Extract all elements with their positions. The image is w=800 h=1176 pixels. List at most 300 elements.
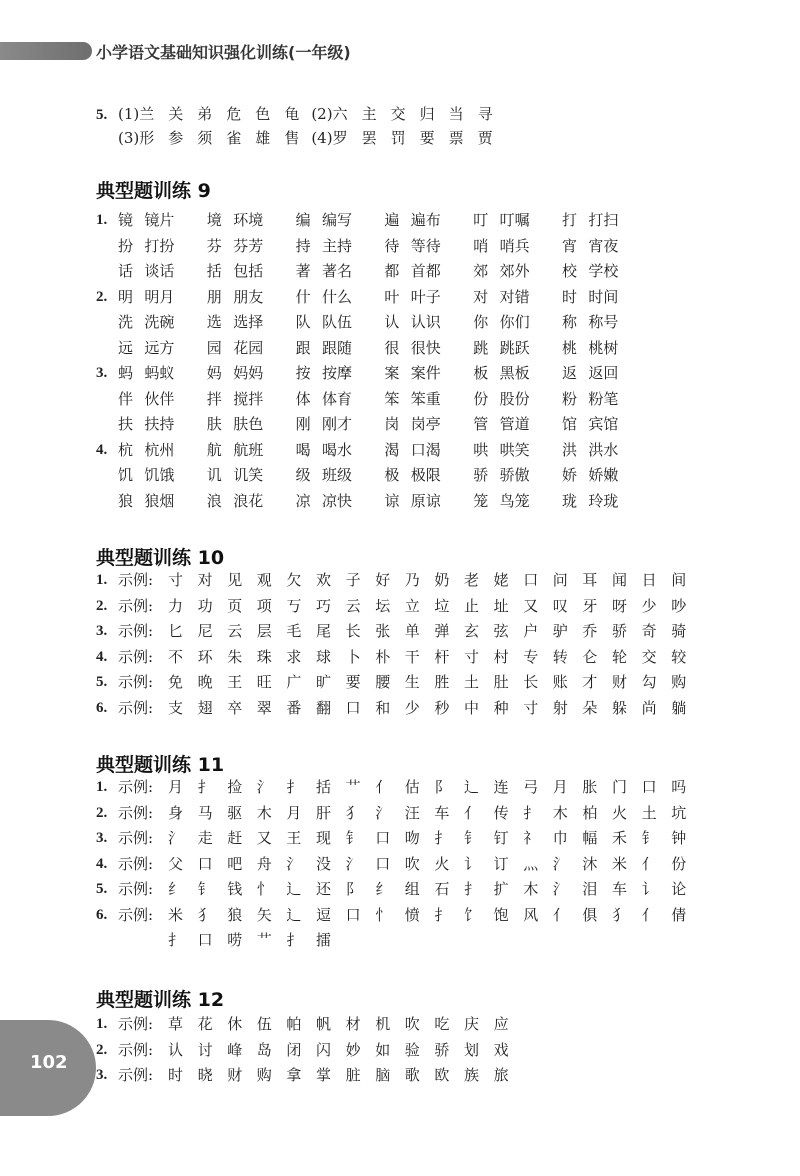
answer-char: 传 bbox=[493, 803, 509, 822]
answer-char: 弹 bbox=[434, 622, 450, 640]
answer-char: 干 bbox=[404, 647, 420, 666]
answer-char: 还 bbox=[316, 880, 332, 898]
answer-word: 校 bbox=[562, 262, 578, 280]
answer-word: 待 bbox=[384, 236, 400, 255]
answer-char: 旅 bbox=[493, 1066, 509, 1084]
answer-word: 扶 bbox=[118, 415, 134, 433]
answer-word: (4)罗 bbox=[311, 129, 348, 147]
answer-char: 唠 bbox=[227, 931, 243, 949]
answer-word: 票 bbox=[448, 129, 464, 147]
answer-word: 跳 bbox=[473, 338, 489, 357]
answer-char: 氵 bbox=[375, 803, 391, 822]
answer-char: 王 bbox=[286, 829, 302, 847]
answer-char: 骑 bbox=[671, 622, 687, 640]
answer-char: 连 bbox=[493, 778, 509, 796]
answer-word: 参 bbox=[168, 129, 184, 147]
answer-char: 功 bbox=[197, 596, 213, 615]
answer-line bbox=[96, 619, 706, 643]
example-label: 示例: bbox=[118, 854, 154, 873]
answer-word: 你 bbox=[473, 313, 489, 331]
answer-word: 搅拌 bbox=[233, 389, 264, 408]
answer-word: 饥 bbox=[118, 466, 134, 484]
answer-char: 支 bbox=[168, 698, 184, 717]
answer-char: 氵 bbox=[552, 880, 568, 898]
answer-char: 沐 bbox=[582, 854, 598, 873]
answer-char: 问 bbox=[552, 571, 568, 589]
answer-char: 赶 bbox=[227, 829, 243, 847]
answer-char: 吵 bbox=[671, 596, 687, 615]
answer-line bbox=[96, 1038, 706, 1062]
answer-char: 射 bbox=[552, 698, 568, 717]
answer-char: 讠 bbox=[641, 880, 657, 898]
answer-word: 凉快 bbox=[322, 491, 353, 510]
answer-word: 体育 bbox=[322, 389, 353, 408]
answer-word: 肤色 bbox=[233, 415, 264, 433]
answer-char: 番 bbox=[286, 698, 302, 717]
answer-char: 好 bbox=[375, 571, 391, 589]
answer-char: 杆 bbox=[434, 647, 450, 666]
answer-word: 讥 bbox=[206, 466, 222, 484]
answer-char: 钅 bbox=[197, 880, 213, 898]
answer-char: 轮 bbox=[612, 647, 628, 666]
answer-char: 闪 bbox=[316, 1040, 332, 1059]
answer-word: 班级 bbox=[322, 466, 353, 484]
answer-char: 卜 bbox=[345, 647, 361, 666]
item-number: 1. bbox=[96, 1016, 108, 1032]
answer-char: 括 bbox=[316, 778, 332, 796]
answer-char: 休 bbox=[227, 1015, 243, 1033]
answer-char: 弦 bbox=[493, 622, 509, 640]
answer-line bbox=[96, 208, 716, 232]
answer-char: 呀 bbox=[612, 596, 628, 615]
section-title: 典型题训练 11 bbox=[96, 754, 225, 776]
item-number: 1. bbox=[96, 779, 108, 795]
answer-word: 都 bbox=[384, 262, 400, 280]
answer-char: 亻 bbox=[552, 905, 568, 924]
answer-word: 园 bbox=[206, 338, 222, 357]
answer-line bbox=[96, 234, 716, 258]
answer-char: 肚 bbox=[493, 673, 509, 691]
answer-char: 愤 bbox=[404, 905, 420, 924]
answer-char: 木 bbox=[256, 803, 272, 822]
answer-word: 朋 bbox=[206, 287, 222, 306]
answer-char: 脏 bbox=[345, 1066, 361, 1084]
answer-word: 笨重 bbox=[410, 389, 441, 408]
answer-word: 芬芳 bbox=[233, 236, 264, 255]
answer-word: 危 bbox=[226, 105, 242, 123]
item-number: 3. bbox=[96, 623, 108, 639]
answer-word: 远方 bbox=[144, 338, 175, 357]
answer-char: 亻 bbox=[375, 778, 391, 796]
example-label: 示例: bbox=[118, 1040, 154, 1059]
answer-char: 氵 bbox=[345, 854, 361, 873]
answer-char: 订 bbox=[493, 854, 509, 873]
answer-word: (1)兰 bbox=[118, 105, 155, 123]
answer-char: 扌 bbox=[434, 905, 450, 924]
answer-char: 现 bbox=[316, 829, 332, 847]
answer-line bbox=[96, 336, 716, 360]
answer-word: 扶持 bbox=[144, 415, 175, 433]
answer-char: 玄 bbox=[464, 622, 480, 640]
answer-char: 忄 bbox=[256, 880, 272, 898]
answer-char: 犭 bbox=[197, 905, 213, 924]
answer-char: 中 bbox=[464, 698, 480, 717]
answer-char: 姥 bbox=[493, 571, 509, 589]
answer-char: 免 bbox=[168, 673, 184, 691]
example-label: 示例: bbox=[118, 647, 154, 666]
answer-line bbox=[96, 1012, 706, 1036]
answer-char: 胜 bbox=[434, 673, 450, 691]
answer-word: 时间 bbox=[588, 287, 619, 306]
answer-char: 专 bbox=[523, 647, 539, 666]
answer-line-continuation bbox=[96, 928, 496, 952]
answer-word: 认 bbox=[384, 313, 400, 331]
answer-word: 板 bbox=[473, 364, 489, 382]
answer-word: 岗亭 bbox=[410, 415, 441, 433]
answer-char: 朱 bbox=[227, 647, 243, 666]
answer-word: 洗 bbox=[118, 313, 134, 331]
answer-word: 狼烟 bbox=[144, 491, 175, 510]
answer-char: 戏 bbox=[493, 1040, 509, 1059]
example-label: 示例: bbox=[118, 803, 154, 822]
answer-char: 不 bbox=[168, 647, 184, 666]
answer-char: 扩 bbox=[493, 880, 509, 898]
answer-char: 亻 bbox=[641, 854, 657, 873]
answer-char: 狼 bbox=[227, 905, 243, 924]
answer-char: 晚 bbox=[197, 673, 213, 691]
answer-word: 跟 bbox=[295, 338, 311, 357]
answer-char: 旷 bbox=[316, 673, 332, 691]
example-label: 示例: bbox=[118, 698, 154, 717]
answer-char: 朴 bbox=[375, 647, 391, 666]
answer-char: 巾 bbox=[552, 829, 568, 847]
item-number: 4. bbox=[96, 441, 108, 458]
answer-word: 极限 bbox=[410, 466, 441, 484]
answer-char: 翻 bbox=[316, 698, 332, 717]
answer-word: 著名 bbox=[322, 262, 353, 280]
answer-word: 玲珑 bbox=[588, 491, 619, 510]
answer-char: 纟 bbox=[375, 880, 391, 898]
answer-word: 主 bbox=[361, 105, 377, 123]
answer-char: 叹 bbox=[552, 596, 568, 615]
answer-word: 环境 bbox=[233, 211, 264, 229]
answer-char: 力 bbox=[168, 596, 184, 615]
answer-char: 驴 bbox=[552, 622, 568, 640]
answer-word: 凉 bbox=[295, 491, 311, 510]
answer-char: 吧 bbox=[227, 854, 243, 873]
answer-word: 称号 bbox=[588, 313, 619, 331]
answer-word: 时 bbox=[562, 287, 578, 306]
answer-char: 牙 bbox=[582, 596, 598, 615]
answer-word: 桃树 bbox=[588, 338, 619, 357]
answer-char: 闻 bbox=[612, 571, 628, 589]
answer-char: 毛 bbox=[286, 622, 302, 640]
answer-line bbox=[96, 594, 706, 618]
answer-word: 案 bbox=[384, 364, 400, 382]
answer-word: 很快 bbox=[410, 338, 441, 357]
answer-word: 伴 bbox=[118, 389, 134, 408]
answer-word: 打 bbox=[562, 211, 578, 229]
answer-char: 少 bbox=[641, 596, 657, 615]
answer-word: 队 bbox=[295, 313, 311, 331]
answer-word: 包括 bbox=[233, 262, 264, 280]
answer-char: 验 bbox=[404, 1040, 420, 1059]
answer-char: 火 bbox=[434, 854, 450, 873]
answer-char: 应 bbox=[493, 1015, 509, 1033]
answer-char: 如 bbox=[375, 1040, 391, 1059]
answer-line bbox=[96, 126, 507, 150]
answer-char: 尼 bbox=[197, 622, 213, 640]
answer-char: 珠 bbox=[256, 647, 272, 666]
answer-char: 寸 bbox=[464, 647, 480, 666]
example-label: 示例: bbox=[118, 1066, 154, 1084]
answer-char: 旺 bbox=[256, 673, 272, 691]
answer-word: 杭州 bbox=[144, 440, 175, 459]
answer-word: 遍 bbox=[384, 211, 400, 229]
answer-word: 远 bbox=[118, 338, 134, 357]
answer-char: 估 bbox=[404, 778, 420, 796]
answer-word: 叶子 bbox=[410, 287, 441, 306]
answer-char: 纟 bbox=[168, 880, 184, 898]
answer-char: 车 bbox=[434, 803, 450, 822]
answer-char: 云 bbox=[345, 596, 361, 615]
answer-char: 帆 bbox=[316, 1015, 332, 1033]
answer-word: 镜 bbox=[118, 211, 134, 229]
answer-char: 讠 bbox=[464, 854, 480, 873]
answer-char: 钟 bbox=[671, 829, 687, 847]
answer-word: 骄 bbox=[473, 466, 489, 484]
answer-char: 柏 bbox=[582, 803, 598, 822]
answer-char: 辶 bbox=[286, 905, 302, 924]
answer-char: 生 bbox=[404, 673, 420, 691]
answer-char: 犭 bbox=[612, 905, 628, 924]
item-number: 3. bbox=[96, 1067, 108, 1083]
answer-char: 长 bbox=[345, 622, 361, 640]
answer-word: 寻 bbox=[477, 105, 493, 123]
answer-char: 购 bbox=[671, 673, 687, 691]
answer-char: 对 bbox=[197, 571, 213, 589]
answer-char: 月 bbox=[168, 778, 184, 796]
answer-char: 耳 bbox=[582, 571, 598, 589]
answer-char: 项 bbox=[256, 596, 272, 615]
answer-word: 打扫 bbox=[588, 211, 619, 229]
answer-word: 体 bbox=[295, 389, 311, 408]
answer-word: 著 bbox=[295, 262, 311, 280]
answer-char: 没 bbox=[316, 854, 332, 873]
answer-char: 球 bbox=[316, 647, 332, 666]
answer-char: 泪 bbox=[582, 880, 598, 898]
answer-char: 财 bbox=[227, 1066, 243, 1084]
answer-word: 跳跃 bbox=[499, 338, 530, 357]
answer-char: 擂 bbox=[316, 931, 332, 949]
answer-word: 郊 bbox=[473, 262, 489, 280]
answer-word: 关 bbox=[168, 105, 184, 123]
item-number: 6. bbox=[96, 906, 108, 923]
answer-word: 雄 bbox=[255, 129, 271, 147]
answer-line bbox=[96, 826, 706, 850]
answer-word: 原谅 bbox=[410, 491, 441, 510]
answer-word: 妈妈 bbox=[233, 364, 264, 382]
answer-char: 子 bbox=[345, 571, 361, 589]
header-tab bbox=[0, 42, 92, 60]
answer-char: 欠 bbox=[286, 571, 302, 589]
answer-word: 按摩 bbox=[322, 364, 353, 382]
section-title: 典型题训练 10 bbox=[96, 547, 225, 569]
answer-char: 要 bbox=[345, 673, 361, 691]
answer-char: 肝 bbox=[316, 803, 332, 822]
answer-char: 车 bbox=[612, 880, 628, 898]
answer-char: 翅 bbox=[197, 698, 213, 717]
answer-word: 明 bbox=[118, 287, 134, 306]
answer-word: 洗碗 bbox=[144, 313, 175, 331]
answer-char: 峰 bbox=[227, 1040, 243, 1059]
answer-word: 扮 bbox=[118, 236, 134, 255]
answer-char: 垃 bbox=[434, 596, 450, 615]
answer-word: 浪花 bbox=[233, 491, 264, 510]
answer-char: 论 bbox=[671, 880, 687, 898]
answer-word: 当 bbox=[448, 105, 464, 123]
answer-line bbox=[96, 775, 706, 799]
answer-char: 米 bbox=[612, 854, 628, 873]
answer-word: 雀 bbox=[226, 129, 242, 147]
answer-char: 躺 bbox=[671, 698, 687, 717]
answer-word: 售 bbox=[284, 129, 300, 147]
answer-char: 氵 bbox=[256, 778, 272, 796]
answer-char: 口 bbox=[641, 778, 657, 796]
answer-char: 奇 bbox=[641, 622, 657, 640]
answer-word: 拌 bbox=[206, 389, 222, 408]
answer-word: 杭 bbox=[118, 440, 134, 459]
answer-word: 主持 bbox=[322, 236, 353, 255]
answer-char: 奶 bbox=[434, 571, 450, 589]
answer-word: 对 bbox=[473, 287, 489, 306]
answer-char: 组 bbox=[404, 880, 420, 898]
answer-char: 伍 bbox=[256, 1015, 272, 1033]
answer-char: 口 bbox=[197, 854, 213, 873]
answer-word: 粉 bbox=[562, 389, 578, 408]
answer-char: 米 bbox=[168, 905, 184, 924]
answer-char: 禾 bbox=[612, 829, 628, 847]
answer-word: 返 bbox=[562, 364, 578, 382]
answer-word: 桃 bbox=[562, 338, 578, 357]
answer-char: 门 bbox=[612, 778, 628, 796]
answer-char: 又 bbox=[523, 596, 539, 615]
answer-char: 扌 bbox=[168, 931, 184, 949]
answer-char: 匕 bbox=[168, 622, 184, 640]
item-number: 2. bbox=[96, 804, 108, 821]
answer-char: 较 bbox=[671, 647, 687, 666]
answer-line bbox=[96, 259, 716, 283]
answer-char: 吃 bbox=[434, 1015, 450, 1033]
answer-char: 少 bbox=[404, 698, 420, 717]
answer-char: 账 bbox=[552, 673, 568, 691]
answer-word: 航 bbox=[206, 440, 222, 459]
answer-char: 户 bbox=[523, 622, 539, 640]
answer-char: 帕 bbox=[286, 1015, 302, 1033]
answer-char: 长 bbox=[523, 673, 539, 691]
answer-char: 口 bbox=[345, 905, 361, 924]
answer-char: 庆 bbox=[464, 1015, 480, 1033]
answer-char: 扌 bbox=[523, 803, 539, 822]
answer-char: 父 bbox=[168, 854, 184, 873]
answer-char: 钅 bbox=[641, 829, 657, 847]
example-label: 示例: bbox=[118, 622, 154, 640]
answer-word: 肤 bbox=[206, 415, 222, 433]
item-number: 2. bbox=[96, 1041, 108, 1058]
answer-word: 鸟笼 bbox=[499, 491, 530, 510]
answer-char: 尾 bbox=[316, 622, 332, 640]
answer-char: 掌 bbox=[316, 1066, 332, 1084]
answer-char: 脑 bbox=[375, 1066, 391, 1084]
answer-char: 骄 bbox=[612, 622, 628, 640]
answer-char: 饱 bbox=[493, 905, 509, 924]
answer-word: 哄 bbox=[473, 440, 489, 459]
answer-char: 吹 bbox=[404, 854, 420, 873]
answer-word: 认识 bbox=[410, 313, 441, 331]
answer-char: 址 bbox=[493, 596, 509, 615]
answer-char: 拿 bbox=[286, 1066, 302, 1084]
answer-char: 月 bbox=[552, 778, 568, 796]
answer-word: 很 bbox=[384, 338, 400, 357]
example-label: 示例: bbox=[118, 571, 154, 589]
answer-char: 躲 bbox=[612, 698, 628, 717]
answer-word: 打扮 bbox=[144, 236, 175, 255]
answer-char: 划 bbox=[464, 1040, 480, 1059]
answer-line bbox=[96, 645, 706, 669]
answer-word: 笼 bbox=[473, 491, 489, 510]
answer-char: 火 bbox=[612, 803, 628, 822]
answer-char: 寸 bbox=[168, 571, 184, 589]
answer-char: 间 bbox=[671, 571, 687, 589]
answer-char: 讨 bbox=[197, 1040, 213, 1059]
example-label: 示例: bbox=[118, 596, 154, 615]
answer-word: 宾馆 bbox=[588, 415, 619, 433]
example-label: 示例: bbox=[118, 778, 154, 796]
answer-line bbox=[96, 568, 706, 592]
answer-word: 编写 bbox=[322, 211, 353, 229]
answer-word: 洪水 bbox=[588, 440, 619, 459]
answer-char: 矢 bbox=[256, 905, 272, 924]
answer-word: 极 bbox=[384, 466, 400, 484]
answer-char: 层 bbox=[256, 622, 272, 640]
answer-char: 舟 bbox=[256, 854, 272, 873]
answer-char: 认 bbox=[168, 1040, 184, 1059]
answer-word: 龟 bbox=[284, 105, 300, 123]
answer-word: 镜片 bbox=[144, 211, 175, 229]
answer-word: 蚂蚁 bbox=[144, 364, 175, 382]
answer-char: 观 bbox=[256, 571, 272, 589]
answer-char: 村 bbox=[493, 647, 509, 666]
answer-word: 花园 bbox=[233, 338, 264, 357]
item-number: 6. bbox=[96, 699, 108, 716]
answer-char: 口 bbox=[375, 829, 391, 847]
example-label: 示例: bbox=[118, 673, 154, 691]
item-number: 1. bbox=[96, 212, 108, 228]
answer-word: 娇嫩 bbox=[588, 466, 619, 484]
answer-word: 选择 bbox=[233, 313, 264, 331]
example-label: 示例: bbox=[118, 829, 154, 847]
answer-word: 谈话 bbox=[144, 262, 175, 280]
example-label: 示例: bbox=[118, 905, 154, 924]
answer-char: 张 bbox=[375, 622, 391, 640]
answer-word: 笨 bbox=[384, 389, 400, 408]
item-number: 2. bbox=[96, 597, 108, 614]
answer-char: 岛 bbox=[256, 1040, 272, 1059]
answer-word: 话 bbox=[118, 262, 134, 280]
answer-line bbox=[96, 670, 706, 694]
answer-line bbox=[96, 1063, 706, 1087]
answer-word: 括 bbox=[206, 262, 222, 280]
